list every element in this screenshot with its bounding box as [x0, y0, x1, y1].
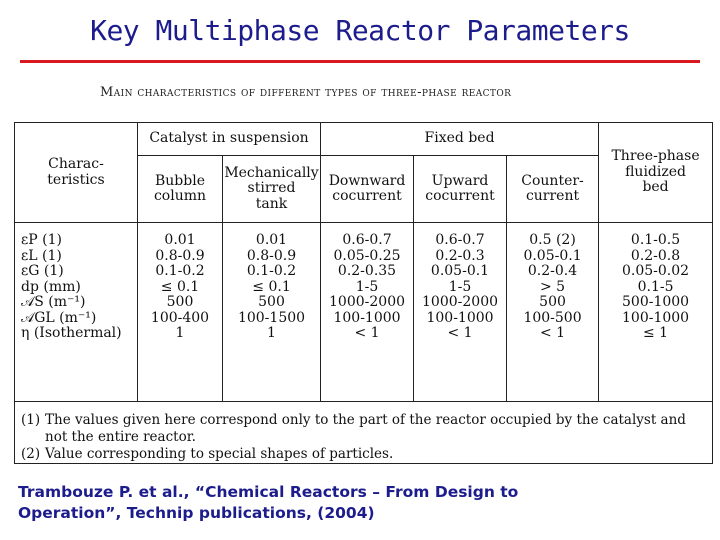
parameter-labels: εP (1) εL (1) εG (1) dp (mm) 𝒜S (m⁻¹) 𝒜GL (m⁻¹) η (Isothermal)	[15, 223, 138, 402]
group-header-fixed-bed: Fixed bed	[321, 123, 599, 156]
source-citation: Trambouze P. et al., “Chemical Reactors – From Design to Operation”, Technip publications, (2004)	[18, 483, 519, 522]
column-header-downward-cocurrent: Downward cocurrent	[321, 156, 414, 223]
title-underline	[20, 60, 700, 63]
footnote-1: (1) The values given here correspond only to the part of the reactor occupied by the catalyst and not the entire reactor.	[21, 412, 686, 445]
values-countercurrent: 0.5 (2) 0.05-0.1 0.2-0.4 > 5 500 100-500 < 1	[507, 223, 599, 402]
values-fluidized-bed: 0.1-0.5 0.2-0.8 0.05-0.02 0.1-5 500-1000 100-1000 ≤ 1	[599, 223, 713, 402]
group-header-suspension: Catalyst in suspension	[138, 123, 321, 156]
values-upward-cocurrent: 0.6-0.7 0.2-0.3 0.05-0.1 1-5 1000-2000 100-1000 < 1	[414, 223, 507, 402]
column-header-countercurrent: Counter- current	[507, 156, 599, 223]
table-caption: Main characteristics of different types of three-phase reactor	[100, 85, 512, 100]
column-header-upward-cocurrent: Upward cocurrent	[414, 156, 507, 223]
corner-header: Charac- teristics	[15, 123, 138, 223]
column-header-bubble-column: Bubble column	[138, 156, 223, 223]
footnote-2: (2) Value corresponding to special shapes of particles.	[21, 446, 394, 462]
values-stirred-tank: 0.01 0.8-0.9 0.1-0.2 ≤ 0.1 500 100-1500 1	[223, 223, 321, 402]
reactor-characteristics-table	[14, 122, 713, 464]
values-bubble-column: 0.01 0.8-0.9 0.1-0.2 ≤ 0.1 500 100-400 1	[138, 223, 223, 402]
slide-title: Key Multiphase Reactor Parameters	[90, 14, 630, 47]
values-downward-cocurrent: 0.6-0.7 0.05-0.25 0.2-0.35 1-5 1000-2000 100-1000 < 1	[321, 223, 414, 402]
column-header-stirred-tank: Mechanically stirred tank	[223, 156, 321, 223]
table-footnotes	[15, 402, 713, 464]
group-header-fluidized-bed: Three-phase fluidized bed	[599, 123, 713, 223]
